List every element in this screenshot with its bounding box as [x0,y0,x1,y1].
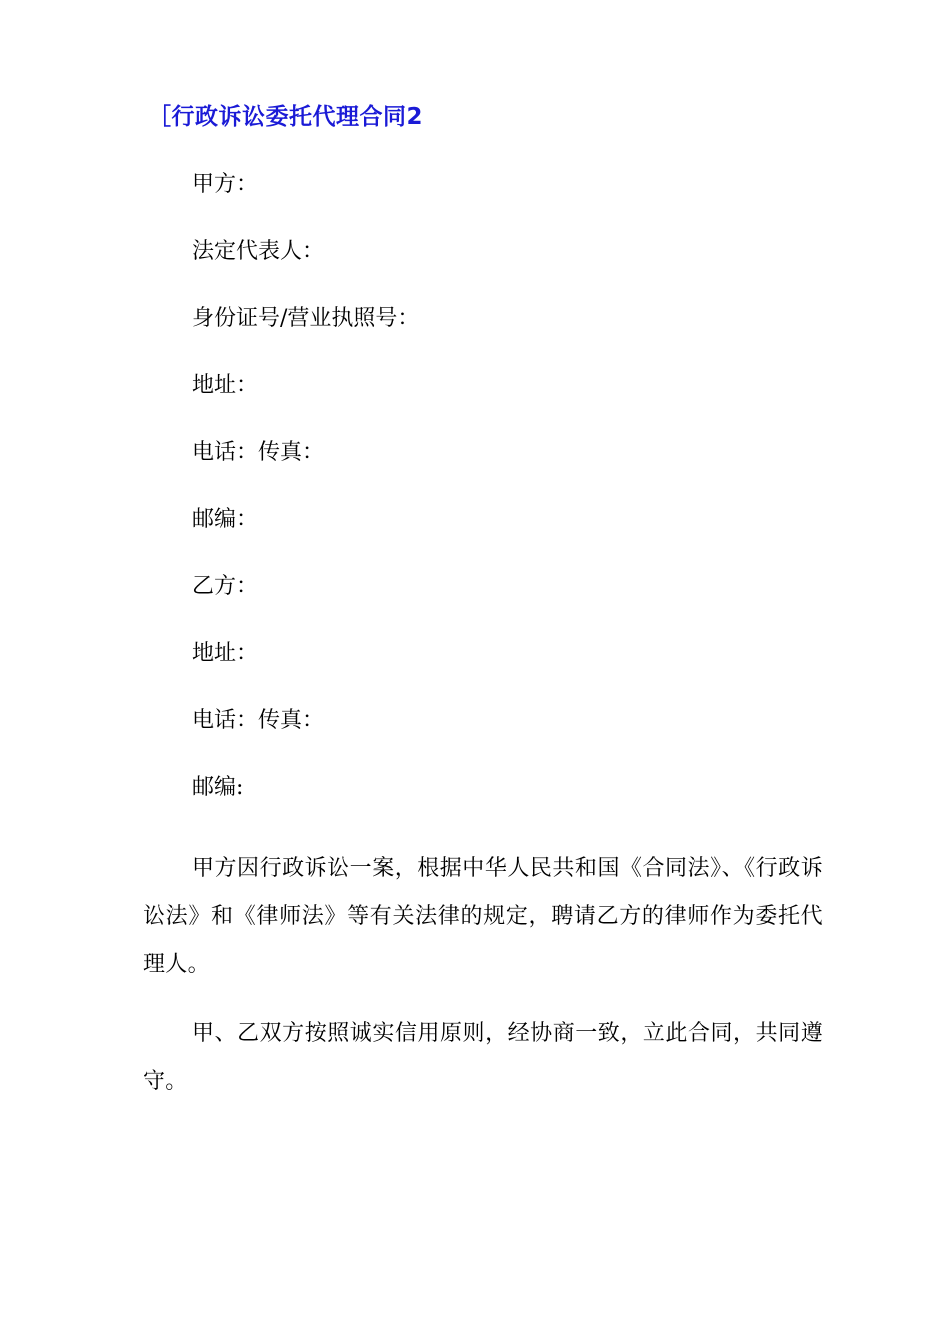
party-b-phone-fax-label: 电话：传真： [192,708,325,733]
party-a-postcode-label: 邮编： [192,507,259,532]
party-a-address-label: 地址： [192,373,259,398]
id-license-number-label: 身份证号/营业执照号： [192,306,420,331]
document-title: ［行政诉讼委托代理合同2 [148,104,424,130]
party-a-label: 甲方： [192,172,259,197]
party-a-phone-fax-label: 电话：传真： [192,440,325,465]
party-b-label: 乙方： [192,574,259,599]
paragraph-agreement: 甲、乙双方按照诚实信用原则，经协商一致，立此合同，共同遵守。 [143,1021,823,1094]
party-b-address-label: 地址： [192,641,259,666]
legal-representative-label: 法定代表人： [192,239,325,264]
party-b-postcode-label: 邮编: [192,775,244,800]
paragraph-engagement: 甲方因行政诉讼一案，根据中华人民共和国《合同法》、《行政诉讼法》和《律师法》等有关法律的规定，聘请乙方的律师作为委托代理人。 [143,856,823,977]
